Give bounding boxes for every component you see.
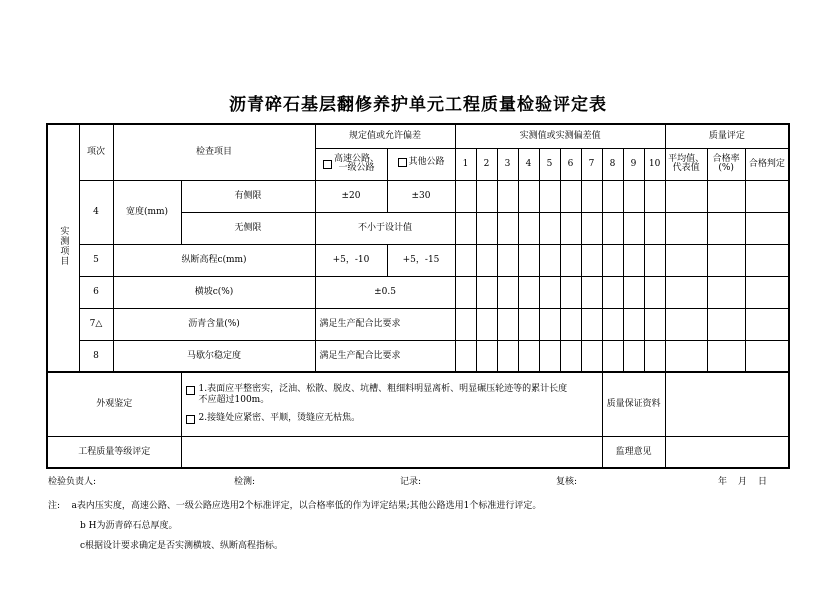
header-spec-other: 其他公路: [387, 148, 455, 180]
measure-cell[interactable]: [476, 340, 497, 372]
measure-cell[interactable]: [644, 308, 665, 340]
row4-sub1-highway: ±20: [315, 180, 387, 212]
appearance-item-2: 2.接缝处应紧密、平顺，烫缝应无枯焦。: [186, 413, 601, 424]
measure-cell[interactable]: [539, 308, 560, 340]
supervision-value[interactable]: [665, 436, 789, 468]
measure-cell[interactable]: [602, 308, 623, 340]
year-label: 年: [718, 477, 728, 487]
measure-cell[interactable]: [623, 276, 644, 308]
pass-rate-cell[interactable]: [707, 308, 745, 340]
measure-cell[interactable]: [539, 212, 560, 244]
row4-sub1: 有侧限: [181, 180, 315, 212]
measure-cell[interactable]: [602, 276, 623, 308]
header-quality-group: 质量评定: [665, 124, 789, 148]
measure-cell[interactable]: [602, 340, 623, 372]
appearance-item-2-checkbox[interactable]: [186, 415, 195, 424]
measured-col-8: 8: [602, 148, 623, 180]
row5-name: 纵断高程c(mm): [113, 244, 315, 276]
measure-cell[interactable]: [560, 276, 581, 308]
measure-cell[interactable]: [539, 180, 560, 212]
measured-col-1: 1: [455, 148, 476, 180]
measure-cell[interactable]: [455, 244, 476, 276]
measure-cell[interactable]: [560, 308, 581, 340]
quality-evaluation-table: [46, 123, 790, 469]
measure-cell[interactable]: [539, 340, 560, 372]
measure-cell[interactable]: [644, 244, 665, 276]
measure-cell[interactable]: [497, 340, 518, 372]
average-cell[interactable]: [665, 212, 707, 244]
measure-cell[interactable]: [560, 180, 581, 212]
row4-sub1-other: ±30: [387, 180, 455, 212]
measure-cell[interactable]: [518, 308, 539, 340]
measure-cell[interactable]: [476, 308, 497, 340]
appearance-item-1-checkbox[interactable]: [186, 386, 195, 395]
judgement-cell[interactable]: [745, 308, 789, 340]
note-a: 注: a表内压实度，高速公路、一级公路应选用2个标准评定，以合格率低的作为评定结果;其他公路选用1个标准进行评定。: [48, 501, 542, 511]
row4-name: 宽度(mm): [113, 180, 181, 244]
measure-cell[interactable]: [560, 212, 581, 244]
form-title: 沥青碎石基层翻修养护单元工程质量检验评定表: [229, 95, 607, 115]
row8-no: 8: [79, 340, 113, 372]
qa-docs-label: 质量保证资料: [602, 372, 665, 436]
measure-cell[interactable]: [497, 180, 518, 212]
measure-cell[interactable]: [644, 340, 665, 372]
measure-cell[interactable]: [602, 212, 623, 244]
header-spec-highway: 高速公路、 一级公路: [315, 148, 387, 180]
measure-cell[interactable]: [455, 308, 476, 340]
grade-value[interactable]: [181, 436, 602, 468]
measured-col-7: 7: [581, 148, 602, 180]
qa-docs-value[interactable]: [665, 372, 789, 436]
test-label: 检测:: [234, 477, 256, 487]
measure-cell[interactable]: [644, 212, 665, 244]
measure-cell[interactable]: [623, 244, 644, 276]
measure-cell[interactable]: [623, 212, 644, 244]
measure-cell[interactable]: [518, 180, 539, 212]
judgement-cell[interactable]: [745, 180, 789, 212]
grade-label: 工程质量等级评定: [47, 436, 181, 468]
row7-spec: 满足生产配合比要求: [315, 308, 455, 340]
header-average: 平均值、 代表值: [665, 148, 707, 180]
measured-col-10: 10: [644, 148, 665, 180]
row4-sub2: 无侧限: [181, 212, 315, 244]
measure-cell[interactable]: [476, 244, 497, 276]
note-c: c根据设计要求确定是否实测横坡、纵断高程指标。: [80, 541, 284, 551]
average-cell[interactable]: [665, 340, 707, 372]
measure-cell[interactable]: [518, 276, 539, 308]
measure-cell[interactable]: [581, 308, 602, 340]
appearance-label: 外观鉴定: [47, 372, 181, 436]
measure-cell[interactable]: [497, 308, 518, 340]
measure-cell[interactable]: [518, 244, 539, 276]
row6-spec: ±0.5: [315, 276, 455, 308]
measure-cell[interactable]: [623, 340, 644, 372]
other-road-checkbox[interactable]: [398, 158, 407, 167]
measure-cell[interactable]: [455, 340, 476, 372]
note-b: b H为沥青碎石总厚度。: [80, 521, 178, 531]
measure-cell[interactable]: [476, 276, 497, 308]
measure-cell[interactable]: [560, 340, 581, 372]
measure-cell[interactable]: [644, 276, 665, 308]
measured-col-2: 2: [476, 148, 497, 180]
record-label: 记录:: [400, 477, 422, 487]
average-cell[interactable]: [665, 244, 707, 276]
inspector-label: 检验负责人:: [48, 477, 97, 487]
measure-cell[interactable]: [497, 244, 518, 276]
measure-cell[interactable]: [539, 244, 560, 276]
measure-cell[interactable]: [581, 212, 602, 244]
measured-col-4: 4: [518, 148, 539, 180]
measure-cell[interactable]: [623, 180, 644, 212]
measure-cell[interactable]: [581, 340, 602, 372]
appearance-item-1: 1.表面应平整密实，泛油、松散、脱皮、坑槽、粗细料明显离析、明显碾压轮迹等的累计长度 不应超过100m。: [186, 384, 601, 405]
pass-rate-cell[interactable]: [707, 180, 745, 212]
section-label-cell: [47, 124, 79, 372]
measure-cell[interactable]: [497, 212, 518, 244]
row5-highway: +5，-10: [315, 244, 387, 276]
measured-col-9: 9: [623, 148, 644, 180]
row4-no: 4: [79, 180, 113, 244]
header-spec-group: 规定值或允许偏差: [315, 124, 455, 148]
measure-cell[interactable]: [644, 180, 665, 212]
row7-name: 沥青含量(%): [113, 308, 315, 340]
day-label: 日: [758, 477, 768, 487]
header-measured-group: 实测值或实测偏差值: [455, 124, 665, 148]
measured-col-3: 3: [497, 148, 518, 180]
row6-no: 6: [79, 276, 113, 308]
measure-cell[interactable]: [455, 212, 476, 244]
measure-cell[interactable]: [581, 244, 602, 276]
measure-cell[interactable]: [560, 244, 581, 276]
row5-other: +5，-15: [387, 244, 455, 276]
measure-cell[interactable]: [455, 276, 476, 308]
pass-rate-cell[interactable]: [707, 244, 745, 276]
measure-cell[interactable]: [539, 276, 560, 308]
header-pass-rate: 合格率 (%): [707, 148, 745, 180]
judgement-cell[interactable]: [745, 276, 789, 308]
measure-cell[interactable]: [518, 340, 539, 372]
measure-cell[interactable]: [476, 212, 497, 244]
measure-cell[interactable]: [581, 276, 602, 308]
judgement-cell[interactable]: [745, 244, 789, 276]
measure-cell[interactable]: [455, 180, 476, 212]
judgement-cell[interactable]: [745, 212, 789, 244]
row4-sub2-spec: 不小于设计值: [315, 212, 455, 244]
average-cell[interactable]: [665, 308, 707, 340]
highway-checkbox[interactable]: [323, 160, 332, 169]
row8-spec: 满足生产配合比要求: [315, 340, 455, 372]
row5-no: 5: [79, 244, 113, 276]
row6-name: 横坡c(%): [113, 276, 315, 308]
measured-col-5: 5: [539, 148, 560, 180]
header-check-item: 检查项目: [113, 124, 315, 180]
measured-col-6: 6: [560, 148, 581, 180]
measure-cell[interactable]: [602, 180, 623, 212]
average-cell[interactable]: [665, 276, 707, 308]
pass-rate-cell[interactable]: [707, 340, 745, 372]
measure-cell[interactable]: [518, 212, 539, 244]
pass-rate-cell[interactable]: [707, 276, 745, 308]
measure-cell[interactable]: [602, 244, 623, 276]
measure-cell[interactable]: [581, 180, 602, 212]
header-item-no: 项次: [79, 124, 113, 180]
section-label: 实测项目: [58, 226, 69, 267]
row7-no: 7△: [79, 308, 113, 340]
supervision-label: 监理意见: [602, 436, 665, 468]
measure-cell[interactable]: [623, 308, 644, 340]
month-label: 月: [738, 477, 748, 487]
row8-name: 马歇尔稳定度: [113, 340, 315, 372]
measure-cell[interactable]: [497, 276, 518, 308]
header-judgement: 合格判定: [745, 148, 789, 180]
measure-cell[interactable]: [476, 180, 497, 212]
appearance-items: [181, 372, 602, 436]
average-cell[interactable]: [665, 180, 707, 212]
review-label: 复核:: [556, 477, 578, 487]
pass-rate-cell[interactable]: [707, 212, 745, 244]
judgement-cell[interactable]: [745, 340, 789, 372]
